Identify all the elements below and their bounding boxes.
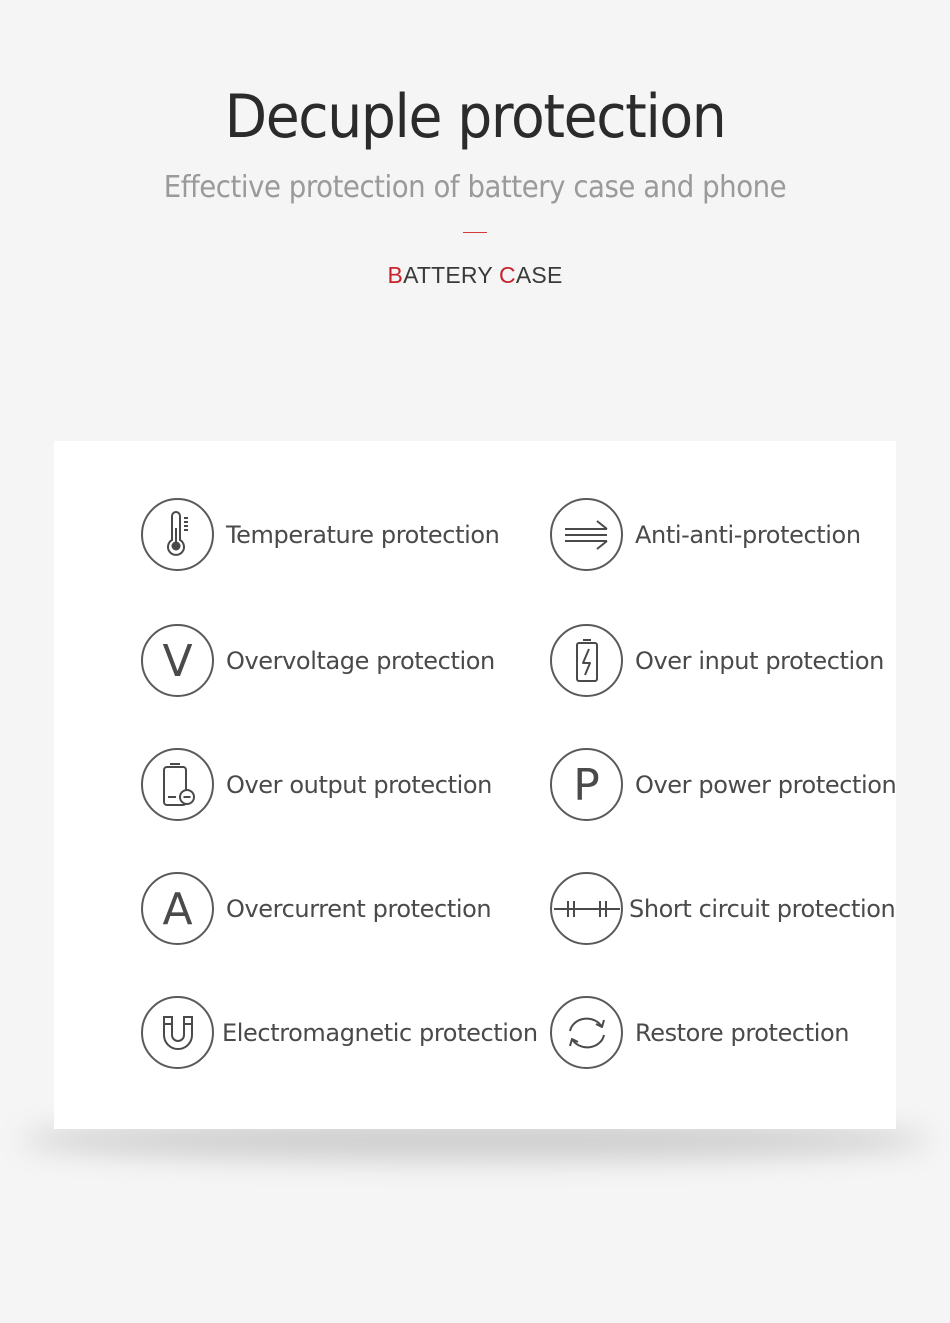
feature-over-input <box>550 624 884 697</box>
section-heading-initial-2: C <box>499 262 516 288</box>
magnet-icon <box>141 996 214 1069</box>
feature-label: Over output protection <box>226 770 492 799</box>
current-glyph: A <box>162 883 193 935</box>
circuit-icon <box>550 872 623 945</box>
feature-label: Overcurrent protection <box>226 894 492 923</box>
section-heading-initial-1: B <box>387 262 404 288</box>
thermometer-icon <box>141 498 214 571</box>
double-arrow-icon <box>550 498 623 571</box>
feature-label: Anti-anti-protection <box>635 520 861 549</box>
feature-electromagnetic <box>141 996 538 1069</box>
section-heading-word-2: ASE <box>515 262 563 288</box>
accent-divider <box>463 232 487 233</box>
feature-label: Electromagnetic protection <box>222 1018 538 1047</box>
section-heading-word-1: ATTERY <box>403 262 500 288</box>
feature-short-circuit <box>550 872 895 945</box>
restore-icon <box>550 996 623 1069</box>
feature-overvoltage <box>141 624 495 697</box>
power-icon <box>550 748 623 821</box>
page-title: Decuple protection <box>224 82 726 152</box>
feature-label: Temperature protection <box>226 520 500 549</box>
feature-label: Restore protection <box>635 1018 850 1047</box>
battery-minus-icon <box>141 748 214 821</box>
feature-label: Overvoltage protection <box>226 646 495 675</box>
feature-restore <box>550 996 849 1069</box>
feature-temperature <box>141 498 499 571</box>
voltage-glyph: V <box>162 635 193 687</box>
feature-overcurrent <box>141 872 491 945</box>
feature-label: Over input protection <box>635 646 884 675</box>
feature-label: Over power protection <box>635 770 897 799</box>
feature-anti-anti <box>550 498 861 571</box>
section-heading <box>0 262 950 289</box>
current-icon <box>141 872 214 945</box>
features-card <box>54 441 896 1129</box>
power-glyph: P <box>573 759 600 811</box>
feature-over-output <box>141 748 492 821</box>
feature-over-power <box>550 748 896 821</box>
battery-charging-icon <box>550 624 623 697</box>
voltage-icon <box>141 624 214 697</box>
page-subtitle: Effective protection of battery case and phone <box>163 170 787 205</box>
feature-label: Short circuit protection <box>629 894 896 923</box>
